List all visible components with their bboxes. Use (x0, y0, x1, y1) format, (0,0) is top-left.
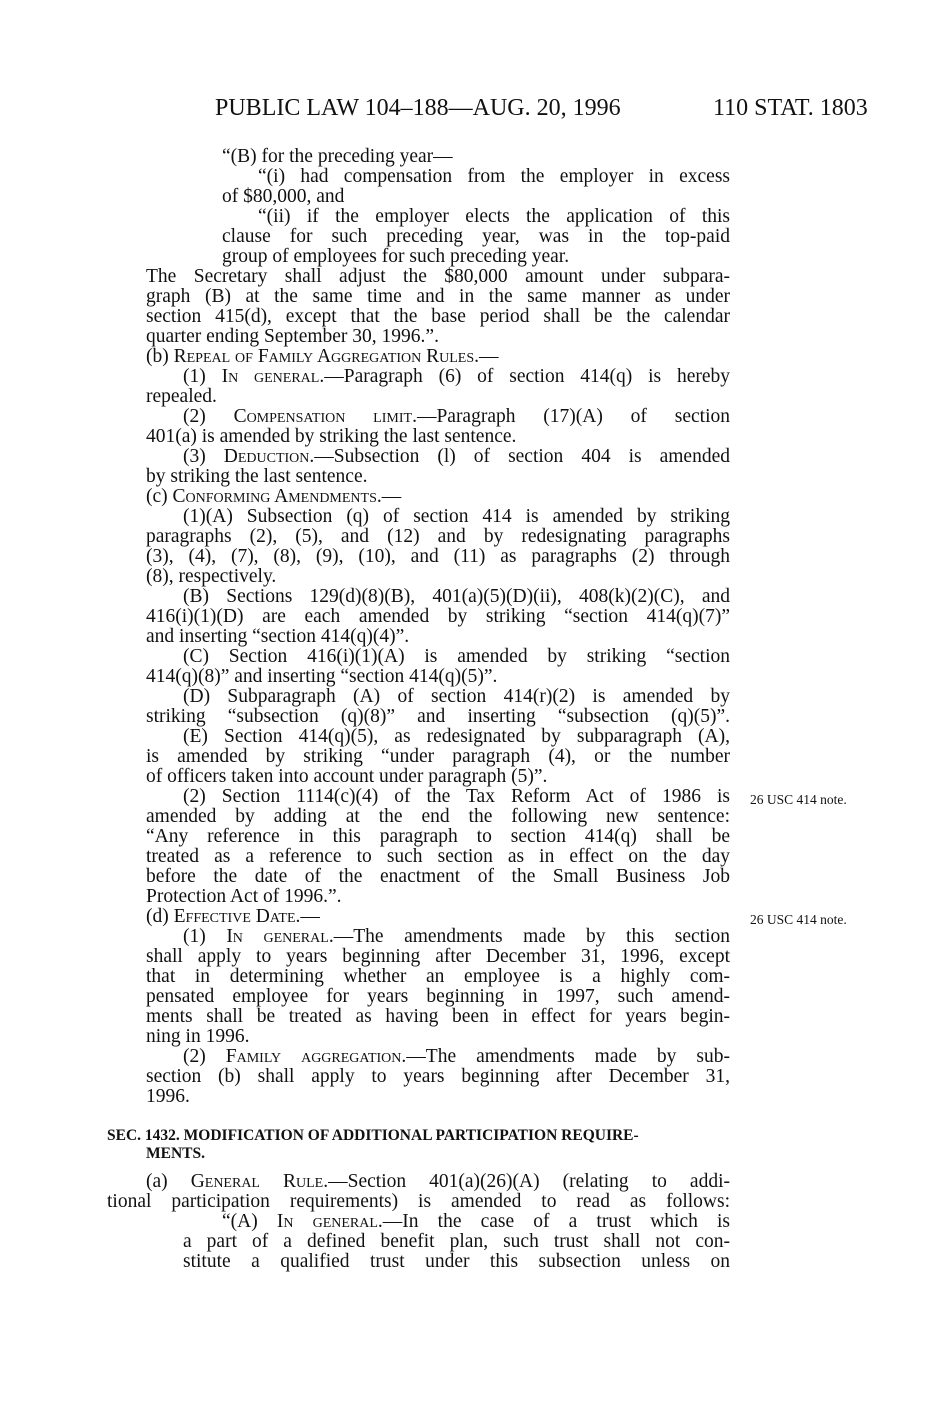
text-line: of officers taken into account under paragraph (5)”. (146, 766, 548, 787)
paragraph-label: (1) (183, 366, 222, 387)
text-line: 401(a) is amended by striking the last sentence. (146, 426, 517, 447)
subsection-heading (146, 907, 320, 927)
text-line: (1)(A) Subsection (q) of section 414 is amended by striking (183, 506, 730, 527)
text-line: The Secretary shall adjust the $80,000 amount under subpara- (146, 266, 730, 287)
subsection-title: Conforming Amendments (172, 486, 377, 507)
text-line (183, 1047, 730, 1067)
subsection-title: General Rule (190, 1171, 324, 1192)
text-line: ments shall be treated as having been in effect for years begin- (146, 1006, 730, 1027)
heading-dash: .— (376, 486, 402, 507)
text-line: group of employees for such preceding year. (222, 246, 570, 267)
subsection-label: (d) (146, 906, 174, 927)
text-line: and inserting “section 414(q)(4)”. (146, 626, 410, 647)
text-line: graph (B) at the same time and in the same manner as under (146, 286, 730, 307)
text-line: before the date of the enactment of the Small Business Job (146, 866, 730, 887)
heading-dash: .— (474, 346, 499, 367)
paragraph-label: (2) (183, 406, 234, 427)
text-line: treated as a reference to such section as in effect on the day (146, 846, 730, 867)
paragraph-title: Family aggregation (225, 1046, 402, 1067)
text-line: striking “subsection (q)(8)” and inserting “subsection (q)(5)”. (146, 706, 730, 727)
running-head: PUBLIC LAW 104–188—AUG. 20, 1996 (215, 95, 621, 121)
text-line (183, 927, 730, 947)
paragraph-label: (1) (183, 926, 227, 947)
text-line: amended by adding at the end the following new sentence: (146, 806, 730, 827)
text-line: 416(i)(1)(D) are each amended by striking “section 414(q)(7)” (146, 606, 730, 627)
heading-dash: .— (295, 906, 320, 927)
text-line: pensated employee for years beginning in 1997, such amend- (146, 986, 730, 1007)
text-line: by striking the last sentence. (146, 466, 368, 487)
margin-note: 26 USC 414 note. (750, 792, 847, 807)
section-heading: SEC. 1432. MODIFICATION OF ADDITIONAL PARTICIPATION REQUIRE- (107, 1127, 639, 1144)
subsection-label: (b) (146, 346, 174, 367)
text-line: (C) Section 416(i)(1)(A) is amended by striking “section (183, 646, 730, 667)
text-line: “Any reference in this paragraph to section 414(q) shall be (146, 826, 730, 847)
paragraph-title: In general (276, 1211, 378, 1232)
text-line: a part of a defined benefit plan, such trust shall not con- (183, 1231, 730, 1252)
subsection-label: (a) (146, 1171, 191, 1192)
text-line: repealed. (146, 386, 217, 407)
text-line: paragraphs (2), (5), and (12) and by redesignating paragraphs (146, 526, 730, 547)
text-line: shall apply to years beginning after December 31, 1996, except (146, 946, 730, 967)
paragraph-text: .—Section 401(a)(26)(A) (relating to addi- (323, 1171, 730, 1192)
paragraph-text: .—The amendments made by sub- (401, 1046, 730, 1067)
paragraph-label: (2) (183, 1046, 226, 1067)
text-line: “(ii) if the employer elects the application of this (258, 206, 730, 227)
subsection-label: (c) (146, 486, 173, 507)
paragraph-label: “(A) (222, 1211, 277, 1232)
text-line: (2) Section 1114(c)(4) of the Tax Reform Act of 1986 is (183, 786, 730, 807)
text-line: ning in 1996. (146, 1026, 250, 1047)
text-line: Protection Act of 1996.”. (146, 886, 342, 907)
text-line: tional participation requirements) is amended to read as follows: (107, 1191, 730, 1212)
paragraph-text: .—Subsection (l) of section 404 is amended (309, 446, 730, 467)
paragraph-text: .—Paragraph (17)(A) of section (412, 406, 730, 427)
text-line: (E) Section 414(q)(5), as redesignated by subparagraph (A), (183, 726, 730, 747)
subsection-heading (146, 487, 401, 507)
text-line: section (b) shall apply to years beginning after December 31, (146, 1066, 730, 1087)
text-line: (D) Subparagraph (A) of section 414(r)(2) is amended by (183, 686, 730, 707)
text-line: is amended by striking “under paragraph (4), or the number (146, 746, 730, 767)
paragraph-text: .—The amendments made by this section (328, 926, 730, 947)
text-line: (8), respectively. (146, 566, 277, 587)
text-line: clause for such preceding year, was in the top-paid (222, 226, 730, 247)
text-line: “(B) for the preceding year— (222, 146, 453, 167)
text-line (183, 407, 730, 427)
paragraph-text: .—Paragraph (6) of section 414(q) is hereby (319, 366, 730, 387)
paragraph-label: (3) (183, 446, 224, 467)
subsection-title: Repeal of Family Aggregation Rules (173, 346, 475, 367)
text-line (146, 1172, 730, 1192)
subsection-title: Effective Date (173, 906, 296, 927)
section-heading-continued: MENTS. (146, 1145, 205, 1162)
text-line: (3), (4), (7), (8), (9), (10), and (11) as paragraphs (2) through (146, 546, 730, 567)
text-line: that in determining whether an employee is a highly com- (146, 966, 730, 987)
text-line: stitute a qualified trust under this subsection unless on (183, 1251, 730, 1272)
page-number: 110 STAT. 1803 (713, 95, 868, 121)
text-line (222, 1212, 730, 1232)
text-line: “(i) had compensation from the employer in excess (258, 166, 730, 187)
text-line: (B) Sections 129(d)(8)(B), 401(a)(5)(D)(ii), 408(k)(2)(C), and (183, 586, 730, 607)
paragraph-title: Compensation limit (233, 406, 413, 427)
text-line: of $80,000, and (222, 186, 345, 207)
subsection-heading (146, 347, 499, 367)
text-line (183, 447, 730, 467)
text-line: 414(q)(8)” and inserting “section 414(q)(5)”. (146, 666, 498, 687)
margin-note: 26 USC 414 note. (750, 912, 847, 927)
text-line: quarter ending September 30, 1996.”. (146, 326, 439, 347)
paragraph-text: .—In the case of a trust which is (377, 1211, 730, 1232)
text-line (183, 367, 730, 387)
paragraph-title: Deduction (223, 446, 310, 467)
text-line: section 415(d), except that the base period shall be the calendar (146, 306, 730, 327)
paragraph-title: In general (221, 366, 320, 387)
text-line: 1996. (146, 1086, 190, 1107)
paragraph-title: In general (226, 926, 329, 947)
